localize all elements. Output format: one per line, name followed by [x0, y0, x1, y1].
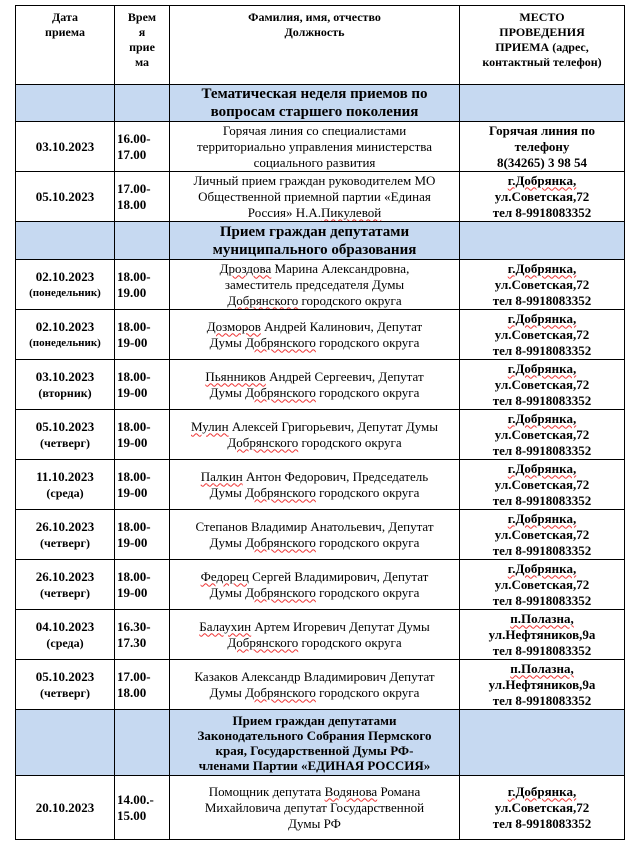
table-row: [16, 460, 625, 510]
name-line: Думы Добрянского городского округа: [209, 584, 420, 600]
place-line: п.Полазна,: [510, 610, 574, 626]
person-name-position: [170, 460, 460, 510]
table-row: [16, 560, 625, 610]
name-line: Мулин Алексей Григорьевич, Депутат Думы: [191, 418, 438, 434]
reception-time: [115, 610, 170, 660]
time-line: 17.30: [117, 634, 147, 650]
weekday: (понедельник): [29, 336, 101, 349]
header-row: [16, 6, 625, 85]
reception-date: [16, 510, 115, 560]
reception-time: [115, 310, 170, 360]
weekday: (четверг): [40, 685, 90, 700]
reception-time: [115, 460, 170, 510]
table-row: [16, 410, 625, 460]
place-line: тел 8-9918083352: [492, 692, 592, 708]
place-line: ул.Советская,72: [494, 799, 590, 815]
place-line: ул.Советская,72: [494, 276, 590, 292]
table-row: [16, 310, 625, 360]
time-line: 17.00: [117, 146, 147, 162]
section-empty-cell: [460, 222, 625, 260]
place-line: п.Полазна,: [510, 660, 574, 676]
section-row-s2: [16, 222, 625, 260]
reception-date: [16, 560, 115, 610]
reception-place: [460, 310, 625, 360]
name-line: Палкин Антон Федорович, Председатель: [200, 468, 429, 484]
time-line: 18.00: [117, 684, 147, 700]
time-line: 19-00: [117, 384, 148, 400]
section-title-line: вопросам старшего поколения: [210, 104, 419, 120]
reception-date: [16, 310, 115, 360]
reception-date: [16, 610, 115, 660]
name-line: Федорец Сергей Владимирович, Депутат: [200, 568, 429, 584]
name-line: Добрянского городского округа: [227, 292, 402, 308]
time-line: 19-00: [117, 484, 148, 500]
reception-date: [16, 460, 115, 510]
person-name-position: [170, 510, 460, 560]
reception-date: [16, 660, 115, 710]
date-value: 20.10.2023: [35, 799, 95, 815]
weekday: (четверг): [40, 435, 90, 450]
name-line: Думы РФ: [288, 815, 341, 831]
person-name-position: [170, 360, 460, 410]
section-empty-cell: [460, 85, 625, 122]
section-empty-cell: [115, 222, 170, 260]
name-line: Михайловича депутат Государственной: [204, 799, 425, 815]
date-value: 11.10.2023: [36, 468, 94, 484]
place-line: Горячая линия по: [488, 122, 596, 138]
name-line: Россия» Н.А.Пикулевой: [247, 204, 382, 220]
table-row: [16, 260, 625, 310]
time-line: 16.30-: [117, 618, 151, 634]
place-line: ул.Нефтяников,9а: [488, 676, 596, 692]
place-line: тел 8-9918083352: [492, 815, 592, 831]
reception-place: [460, 260, 625, 310]
section-title-line: Тематическая неделя приемов по: [201, 86, 428, 102]
weekday: (среда): [46, 635, 84, 650]
section-empty-cell: [16, 710, 115, 776]
reception-time: [115, 260, 170, 310]
reception-date: [16, 360, 115, 410]
reception-place: [460, 410, 625, 460]
section-empty-cell: [16, 222, 115, 260]
date-value: 05.10.2023: [35, 418, 95, 434]
place-line: тел 8-9918083352: [492, 342, 592, 358]
section-title-line: Прием граждан депутатами: [219, 223, 410, 240]
name-line: Добрянского городского округа: [227, 434, 402, 450]
place-line: г.Добрянка,: [507, 360, 577, 376]
reception-place: [460, 610, 625, 660]
reception-date: [16, 410, 115, 460]
table-row: [16, 610, 625, 660]
section-title-line: Прием граждан депутатами: [232, 712, 397, 728]
time-line: 18.00-: [117, 418, 151, 434]
time-line: 19-00: [117, 534, 148, 550]
name-line: Думы Добрянского городского округа: [209, 484, 420, 500]
time-line: 19-00: [117, 584, 148, 600]
name-line: заместитель председателя Думы: [224, 276, 405, 292]
place-line: тел 8-9918083352: [492, 492, 592, 508]
section-title-line: Законодательного Собрания Пермского: [197, 727, 432, 743]
date-value: 05.10.2023: [35, 188, 95, 204]
place-line: г.Добрянка,: [507, 260, 577, 276]
reception-time: [115, 510, 170, 560]
name-line: Помощник депутата Водянова Романа: [208, 783, 421, 799]
section-title-line: членами Партии «ЕДИНАЯ РОССИЯ»: [198, 757, 431, 773]
table-row: [16, 360, 625, 410]
name-line: территориально управления министерства: [197, 138, 432, 154]
weekday: (среда): [46, 485, 84, 500]
place-line: тел 8-9918083352: [492, 592, 592, 608]
place-line: тел 8-9918083352: [492, 442, 592, 458]
place-line: ул.Советская,72: [494, 426, 590, 442]
header-place: МЕСТО ПРОВЕДЕНИЯ ПРИЕМА (адрес, контактный телефон): [460, 6, 625, 85]
time-line: 15.00: [117, 807, 147, 823]
table-row: [16, 122, 625, 172]
section-title-line: муниципального образования: [212, 241, 417, 258]
reception-schedule-table: [15, 5, 625, 840]
name-line: Думы Добрянского городского округа: [209, 534, 420, 550]
reception-time: [115, 360, 170, 410]
time-line: 18.00-: [117, 368, 151, 384]
reception-time: [115, 410, 170, 460]
table-row: [16, 510, 625, 560]
reception-place: [460, 360, 625, 410]
reception-place: [460, 510, 625, 560]
name-line: Горячая линия со специалистами: [222, 122, 407, 138]
name-line: Казаков Александр Владимирович Депутат: [194, 668, 435, 684]
person-name-position: [170, 560, 460, 610]
place-line: г.Добрянка,: [507, 310, 577, 326]
reception-time: [115, 172, 170, 222]
weekday: (вторник): [38, 385, 92, 400]
time-line: 17.00-: [117, 668, 151, 684]
weekday: (понедельник): [29, 286, 101, 299]
place-line: тел 8-9918083352: [492, 642, 592, 658]
place-line: ул.Советская,72: [494, 376, 590, 392]
place-line: г.Добрянка,: [507, 410, 577, 426]
time-line: 18.00-: [117, 468, 151, 484]
weekday: (четверг): [40, 585, 90, 600]
place-line: телефону: [514, 138, 570, 154]
person-name-position: [170, 310, 460, 360]
time-line: 19-00: [117, 434, 148, 450]
place-line: ул.Советская,72: [494, 526, 590, 542]
place-line: г.Добрянка,: [507, 560, 577, 576]
header-date: Дата приема: [16, 6, 115, 85]
place-line: тел 8-9918083352: [492, 292, 592, 308]
name-line: Степанов Владимир Анатольевич, Депутат: [195, 518, 434, 534]
place-line: ул.Советская,72: [494, 476, 590, 492]
place-line: ул.Советская,72: [494, 188, 590, 204]
time-line: 16.00-: [117, 130, 151, 146]
header-name: Фамилия, имя, отчество Должность: [170, 6, 460, 85]
section-row-s3: [16, 710, 625, 776]
person-name-position: [170, 172, 460, 222]
reception-date: [16, 776, 115, 840]
name-line: Дозморов Андрей Калинович, Депутат: [206, 318, 423, 334]
table-row: [16, 660, 625, 710]
name-line: Думы Добрянского городского округа: [209, 684, 420, 700]
person-name-position: [170, 410, 460, 460]
time-line: 18.00-: [117, 318, 151, 334]
section-row-s1: [16, 85, 625, 122]
time-line: 19.00: [117, 284, 147, 300]
place-line: г.Добрянка,: [507, 783, 577, 799]
section-title: [170, 222, 460, 260]
reception-place: [460, 172, 625, 222]
table-row: [16, 776, 625, 840]
name-line: Балаухин Артем Игоревич Депутат Думы: [199, 618, 430, 634]
reception-place: [460, 776, 625, 840]
section-empty-cell: [460, 710, 625, 776]
date-value: 04.10.2023: [35, 618, 95, 634]
time-line: 18.00-: [117, 568, 151, 584]
time-line: 19-00: [117, 334, 148, 350]
time-line: 18.00-: [117, 268, 151, 284]
name-line: Пьянников Андрей Сергеевич, Депутат: [205, 368, 424, 384]
section-title: [170, 710, 460, 776]
reception-date: [16, 260, 115, 310]
person-name-position: [170, 610, 460, 660]
time-line: 14.00.-: [117, 791, 154, 807]
place-line: г.Добрянка,: [507, 460, 577, 476]
person-name-position: [170, 122, 460, 172]
date-value: 03.10.2023: [35, 138, 95, 154]
name-line: Добрянского городского округа: [227, 634, 402, 650]
place-line: 8(34265) 3 98 54: [497, 154, 587, 170]
reception-place: [460, 660, 625, 710]
date-value: 05.10.2023: [35, 668, 95, 684]
date-value: 02.10.2023: [35, 318, 95, 334]
place-line: ул.Советская,72: [494, 576, 590, 592]
place-line: г.Добрянка,: [507, 510, 577, 526]
name-line: Личный прием граждан руководителем МО: [193, 172, 436, 188]
reception-time: [115, 660, 170, 710]
place-line: тел 8-9918083352: [492, 542, 592, 558]
place-line: тел 8-9918083352: [492, 204, 592, 220]
name-line: Дроздова Марина Александровна,: [219, 260, 410, 276]
reception-time: [115, 776, 170, 840]
place-line: г.Добрянка,: [507, 172, 577, 188]
person-name-position: [170, 660, 460, 710]
section-title: [170, 85, 460, 122]
section-empty-cell: [16, 85, 115, 122]
section-empty-cell: [115, 85, 170, 122]
place-line: тел 8-9918083352: [492, 392, 592, 408]
place-line: ул.Советская,72: [494, 326, 590, 342]
date-value: 03.10.2023: [35, 368, 95, 384]
reception-time: [115, 122, 170, 172]
reception-date: [16, 172, 115, 222]
section-empty-cell: [115, 710, 170, 776]
person-name-position: [170, 776, 460, 840]
date-value: 02.10.2023: [35, 268, 95, 284]
place-line: ул.Нефтяников,9а: [488, 626, 596, 642]
time-line: 18.00-: [117, 518, 151, 534]
reception-time: [115, 560, 170, 610]
reception-date: [16, 122, 115, 172]
reception-place: [460, 560, 625, 610]
weekday: (четверг): [40, 535, 90, 550]
name-line: социального развития: [253, 154, 376, 170]
table-row: [16, 172, 625, 222]
date-value: 26.10.2023: [35, 518, 95, 534]
person-name-position: [170, 260, 460, 310]
reception-place: [460, 122, 625, 172]
header-time: Врем я прие ма: [115, 6, 170, 85]
name-line: Думы Добрянского городского округа: [209, 334, 420, 350]
name-line: Думы Добрянского городского округа: [209, 384, 420, 400]
time-line: 18.00: [117, 196, 147, 212]
name-line: Общественной приемной партии «Единая: [198, 188, 431, 204]
section-title-line: края, Государственной Думы РФ-: [215, 742, 414, 758]
reception-place: [460, 460, 625, 510]
time-line: 17.00-: [117, 180, 151, 196]
date-value: 26.10.2023: [35, 568, 95, 584]
